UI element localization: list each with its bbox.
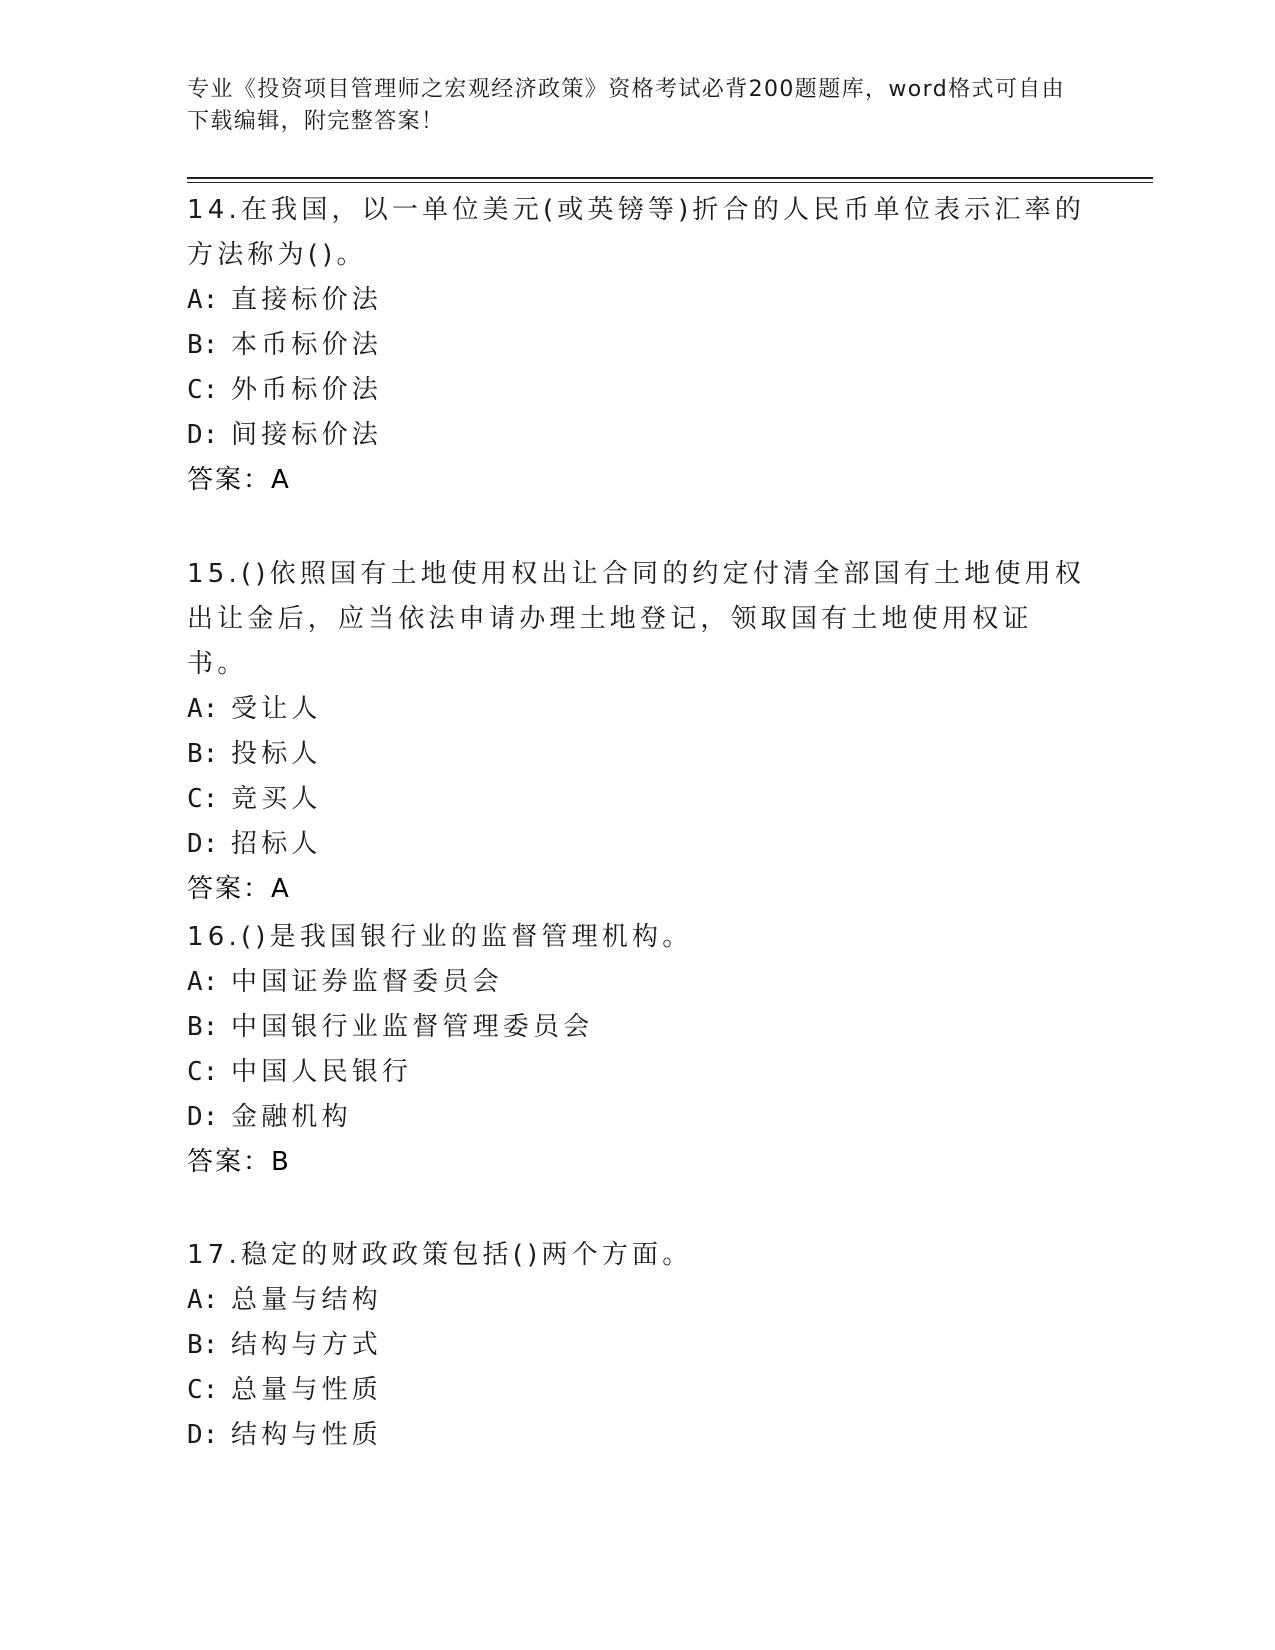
option-d (187, 1413, 1087, 1458)
option-a (187, 1278, 1087, 1323)
option-key: D: (187, 1420, 219, 1450)
question-stem: 15.()依照国有土地使用权出让合同的约定付清全部国有土地使用权出让金后，应当依法申请办理土地登记，领取国有土地使用权证书。 (187, 559, 1086, 679)
option-key: A: (187, 1285, 219, 1315)
option-text: 竞买人 (231, 784, 322, 814)
option-key: D: (187, 1102, 219, 1132)
option-c (187, 1050, 1087, 1095)
option-text: 中国证券监督委员会 (231, 967, 503, 997)
option-text: 直接标价法 (231, 285, 383, 315)
option-key: C: (187, 1375, 219, 1405)
question-stem: 17.稳定的财政政策包括()两个方面。 (187, 1240, 693, 1270)
option-a (187, 687, 1087, 732)
option-key: B: (187, 330, 219, 360)
option-text: 总量与性质 (231, 1375, 383, 1405)
option-d (187, 413, 1087, 458)
option-text: 外币标价法 (231, 375, 383, 405)
option-b (187, 323, 1087, 368)
option-c (187, 1368, 1087, 1413)
option-key: D: (187, 420, 219, 450)
option-c (187, 777, 1087, 822)
option-key: C: (187, 375, 219, 405)
option-key: A: (187, 285, 219, 315)
option-key: B: (187, 1330, 219, 1360)
option-key: A: (187, 967, 219, 997)
question-14 (187, 188, 1087, 503)
header-divider (187, 177, 1153, 179)
option-text: 受让人 (231, 694, 322, 724)
option-d (187, 822, 1087, 867)
option-b (187, 1323, 1087, 1368)
answer-line: 答案：A (187, 874, 291, 904)
option-text: 结构与性质 (231, 1420, 383, 1450)
option-c (187, 368, 1087, 413)
question-stem: 16.()是我国银行业的监督管理机构。 (187, 922, 693, 952)
option-text: 投标人 (231, 739, 322, 769)
option-text: 结构与方式 (231, 1330, 383, 1360)
option-text: 中国人民银行 (231, 1057, 413, 1087)
question-stem: 14.在我国，以一单位美元(或英镑等)折合的人民币单位表示汇率的方法称为()。 (187, 195, 1086, 270)
option-text: 本币标价法 (231, 330, 383, 360)
option-text: 金融机构 (231, 1102, 352, 1132)
option-text: 招标人 (231, 829, 322, 859)
question-15 (187, 552, 1087, 912)
answer-line: 答案：B (187, 1147, 291, 1177)
option-b (187, 732, 1087, 777)
question-17 (187, 1233, 1087, 1458)
option-a (187, 278, 1087, 323)
answer-line: 答案：A (187, 465, 291, 495)
option-key: C: (187, 1057, 219, 1087)
option-key: C: (187, 784, 219, 814)
option-b (187, 1005, 1087, 1050)
option-a (187, 960, 1087, 1005)
option-text: 中国银行业监督管理委员会 (231, 1012, 594, 1042)
option-key: B: (187, 1012, 219, 1042)
header-divider-thin (187, 182, 1153, 183)
option-key: B: (187, 739, 219, 769)
option-d (187, 1095, 1087, 1140)
question-16 (187, 915, 1087, 1185)
option-key: D: (187, 829, 219, 859)
document-header: 专业《投资项目管理师之宏观经济政策》资格考试必背200题题库，word格式可自由下载编辑，附完整答案！ (187, 77, 1066, 134)
option-text: 间接标价法 (231, 420, 383, 450)
option-key: A: (187, 694, 219, 724)
option-text: 总量与结构 (231, 1285, 383, 1315)
